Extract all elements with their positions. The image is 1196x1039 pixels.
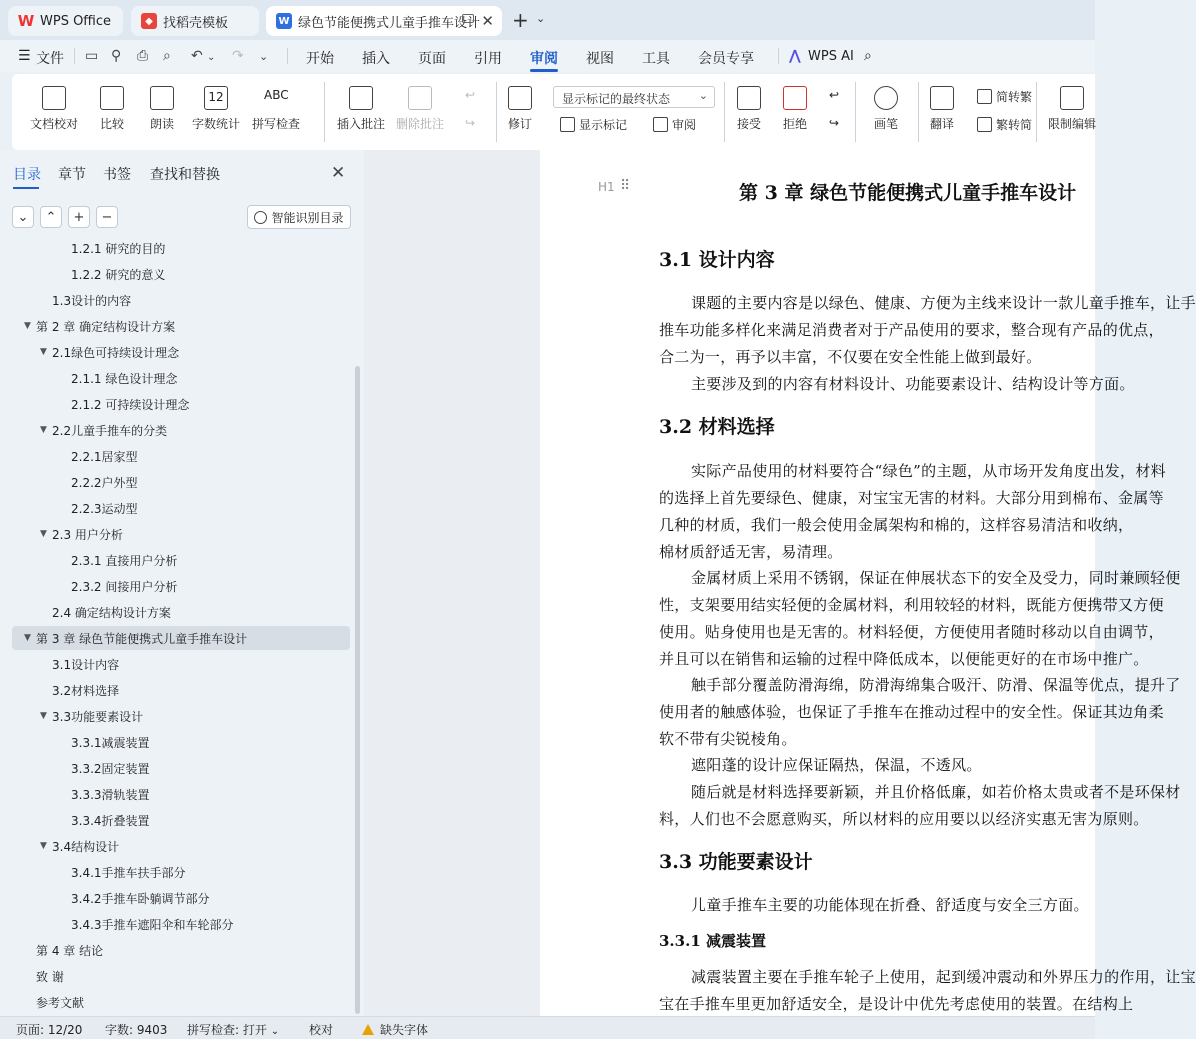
toc-item[interactable] — [0, 392, 350, 416]
new-tab-icon[interactable]: + — [512, 8, 529, 32]
toc-item-label: 3.3.2固定装置 — [71, 761, 150, 776]
toc-item-label: 2.1绿色可持续设计理念 — [52, 345, 180, 360]
read-aloud-label: 朗读 — [150, 117, 175, 131]
accept-icon — [737, 86, 761, 110]
simp-to-trad-icon — [977, 89, 992, 104]
simp-to-trad-button[interactable] — [977, 88, 1032, 105]
spell-check-button[interactable] — [252, 86, 300, 132]
compare-icon — [100, 86, 124, 110]
active-menu-underline — [530, 69, 558, 72]
insert-comment-icon — [349, 86, 373, 110]
restrict-editing-icon — [1060, 86, 1084, 110]
trad-to-simp-label: 繁转简 — [996, 118, 1033, 132]
active-pane-tab-underline — [13, 187, 39, 189]
pen-icon — [874, 86, 898, 110]
wps-logo-icon: W — [17, 12, 35, 30]
heading-3-2: 3.2 材料选择 — [659, 416, 775, 438]
heading-3-1: 3.1 设计内容 — [659, 249, 775, 271]
toc-item-label: 1.3设计的内容 — [52, 293, 132, 308]
smart-toc-label: 智能识别目录 — [271, 210, 344, 225]
toc-item-label: 2.1.2 可持续设计理念 — [71, 397, 190, 412]
reject-button[interactable] — [783, 86, 807, 132]
toc-item[interactable] — [0, 704, 350, 728]
print-preview-icon[interactable]: ⌕ — [163, 48, 171, 64]
review-pane-button[interactable] — [653, 116, 696, 133]
toc-item[interactable] — [0, 340, 350, 364]
tab-docer-templates[interactable] — [131, 6, 259, 36]
toc-item[interactable] — [0, 496, 350, 520]
toc-item-label: 2.2.2户外型 — [71, 475, 138, 490]
toc-item[interactable] — [0, 236, 350, 260]
paragraph-line: 触手部分覆盖防滑海绵，防滑海绵集合吸汗、防滑、保温等优点，提升了 — [691, 676, 1181, 694]
toc-item[interactable] — [0, 522, 350, 546]
paragraph-line: 减震装置主要在手推车轮子上使用，起到缓冲震动和外界压力的作用，让宝 — [691, 968, 1196, 986]
expand-arrow-icon[interactable]: ▼ — [40, 425, 47, 435]
toc-item[interactable] — [0, 990, 350, 1014]
close-tab-icon[interactable]: ✕ — [481, 12, 494, 30]
show-markup-button[interactable] — [560, 116, 627, 133]
page-indicator[interactable]: 页面: 12/20 — [16, 1023, 83, 1037]
paragraph-line: 的选择上首先要绿色、健康，对宝宝无害的材料。大部分用到棉布、金属等 — [659, 489, 1164, 507]
toc-item-label: 2.2.1居家型 — [71, 449, 138, 464]
toc-item-label: 致 谢 — [36, 969, 64, 984]
review-pane-label: 审阅 — [672, 118, 697, 132]
word-count-label: 字数统计 — [192, 117, 241, 131]
toc-item-label: 3.3.3滑轨装置 — [71, 787, 150, 802]
toc-item-label: 3.3.1减震装置 — [71, 735, 150, 750]
toc-item[interactable] — [0, 548, 350, 572]
read-aloud-button[interactable] — [150, 86, 174, 132]
next-comment-icon[interactable]: ↪ — [465, 116, 476, 130]
spell-check-status: 拼写检查: 打开 — [187, 1023, 267, 1037]
delete-comment-icon — [408, 86, 432, 110]
heading-3-3: 3.3 功能要素设计 — [659, 851, 813, 873]
read-aloud-icon — [150, 86, 174, 110]
toc-item[interactable] — [0, 782, 350, 806]
paragraph-line: 使用者的触感体验，也保证了手推车在推动过程中的安全性。保证其边角柔 — [659, 703, 1164, 721]
toc-item-label: 1.2.2 研究的意义 — [71, 267, 166, 282]
toc-item[interactable] — [0, 834, 350, 858]
menu-wps-ai[interactable]: WPS AI — [808, 49, 854, 64]
toc-item-label: 2.2.3运动型 — [71, 501, 138, 516]
prev-change-icon[interactable]: ↩ — [829, 88, 840, 102]
wps-ai-icon: ⋀ — [789, 48, 801, 64]
redo-icon[interactable]: ↷ — [232, 48, 244, 64]
restrict-editing-label: 限制编辑 — [1048, 117, 1097, 131]
paragraph-line: 几种的材质，我们一般会使用金属架构和棉的，这样容易清洁和收纳， — [659, 516, 1134, 534]
menu-references[interactable]: 引用 — [474, 51, 502, 67]
warning-icon — [362, 1024, 374, 1035]
toc-item[interactable] — [0, 366, 350, 390]
toc-item[interactable] — [0, 678, 350, 702]
toc-item-label: 3.4.1手推车扶手部分 — [71, 865, 186, 880]
word-count-icon: 12 — [204, 86, 228, 110]
menu-insert[interactable]: 插入 — [362, 51, 390, 67]
reject-icon — [783, 86, 807, 110]
delete-comment-button[interactable] — [396, 86, 444, 132]
paragraph-line: 性，支架要用结实轻便的金属材料，利用较轻的材料，既能方便携带又方便 — [659, 596, 1164, 614]
toc-scrollbar[interactable] — [355, 366, 360, 1014]
expand-arrow-icon[interactable]: ▼ — [40, 347, 47, 357]
track-changes-icon — [508, 86, 532, 110]
chevron-down-icon[interactable]: ⌄ — [536, 12, 546, 25]
status-bar — [0, 1016, 1095, 1039]
toc-item[interactable] — [0, 574, 350, 598]
toc-item-label: 2.4 确定结构设计方案 — [52, 605, 171, 620]
toc-item[interactable] — [0, 444, 350, 468]
toc-item-label: 第 2 章 确定结构设计方案 — [36, 319, 176, 334]
paragraph-line: 棉材质舒适无害，易清理。 — [659, 543, 843, 561]
smart-icon — [254, 211, 267, 224]
pen-button[interactable] — [874, 86, 898, 132]
toc-item[interactable] — [0, 470, 350, 494]
show-markup-label: 显示标记 — [579, 118, 628, 132]
toc-item[interactable] — [0, 886, 350, 910]
paragraph-line: 儿童手推车主要的功能体现在折叠、舒适度与安全三方面。 — [691, 896, 1089, 914]
simp-to-trad-label: 简转繁 — [996, 90, 1033, 104]
tab-label: 绿色节能便携式儿童手推车设计 — [298, 15, 481, 31]
heading-3-3-1: 3.3.1 减震装置 — [659, 932, 766, 950]
undo-icon[interactable]: ↶ — [191, 48, 203, 64]
menu-bar — [0, 40, 1095, 72]
toc-item[interactable] — [12, 626, 350, 650]
chevron-down-icon: ⌄ — [698, 89, 708, 102]
toc-item-label: 3.3功能要素设计 — [52, 709, 144, 724]
expand-arrow-icon[interactable]: ▼ — [24, 633, 31, 643]
toc-item-label: 参考文献 — [36, 995, 85, 1010]
save-icon[interactable]: ▭ — [85, 48, 99, 64]
insert-comment-label: 插入批注 — [337, 117, 386, 131]
toc-item-label: 2.2儿童手推车的分类 — [52, 423, 168, 438]
proofread-button[interactable] — [30, 86, 78, 132]
spell-check-label: 拼写检查 — [252, 117, 301, 131]
word-doc-icon: W — [276, 13, 292, 29]
prev-comment-icon[interactable]: ↩ — [465, 88, 476, 102]
tab-label: WPS Office — [40, 13, 112, 29]
toc-item[interactable] — [0, 756, 350, 780]
page-margin-area — [364, 150, 540, 1016]
missing-font-indicator[interactable] — [362, 1021, 428, 1038]
markup-mode-value: 显示标记的最终状态 — [562, 92, 671, 106]
paragraph-line: 推车功能多样化来满足消费者对于产品使用的要求，整合现有产品的优点， — [659, 321, 1164, 339]
paragraph-line: 遮阳蓬的设计应保证隔热，保温，不透风。 — [691, 756, 982, 774]
expand-arrow-icon[interactable]: ▼ — [40, 841, 47, 851]
toc-item[interactable] — [0, 600, 350, 624]
toc-item[interactable] — [0, 808, 350, 832]
menu-file[interactable]: 文件 — [36, 51, 64, 67]
navigation-pane — [0, 150, 364, 1016]
toc-item-label: 3.1设计内容 — [52, 657, 120, 672]
toc-item-label: 2.3 用户分析 — [52, 527, 123, 542]
toc-item-label: 2.1.1 绿色设计理念 — [71, 371, 178, 386]
menu-home[interactable]: 开始 — [306, 51, 334, 67]
proofread-icon — [42, 86, 66, 110]
add-heading-button[interactable]: + — [68, 206, 90, 228]
translate-icon — [930, 86, 954, 110]
close-pane-icon[interactable]: ✕ — [331, 163, 346, 183]
toc-list — [0, 238, 358, 1016]
tab-bar — [0, 0, 1095, 40]
markup-mode-select[interactable] — [553, 86, 715, 108]
paragraph-line: 随后就是材料选择要新颖，并且价格低廉，如若价格太贵或者不是环保材 — [691, 783, 1181, 801]
search-icon[interactable]: ⌕ — [864, 48, 872, 64]
paragraph-line: 宝在手推车里更加舒适安全，是设计中优先考虑使用的装置。在结构上 — [659, 995, 1134, 1013]
next-change-icon[interactable]: ↪ — [829, 116, 840, 130]
track-changes-button[interactable] — [508, 86, 532, 132]
toc-item-label: 3.4.2手推车卧躺调节部分 — [71, 891, 210, 906]
paragraph-line: 实际产品使用的材料要符合“绿色”的主题，从市场开发角度出发，材料 — [691, 462, 1166, 480]
paragraph-line: 料，人们也不会愿意购买，所以材料的应用要以以经济实惠无害为原则。 — [659, 810, 1149, 828]
toc-item-label: 3.2材料选择 — [52, 683, 120, 698]
reject-label: 拒绝 — [783, 117, 808, 131]
expand-arrow-icon[interactable]: ▼ — [24, 321, 31, 331]
insert-comment-button[interactable] — [337, 86, 385, 132]
docer-icon: ◆ — [141, 13, 157, 29]
tab-wps-office[interactable] — [8, 6, 123, 36]
toc-item[interactable] — [0, 938, 350, 962]
toc-item-label: 3.4结构设计 — [52, 839, 120, 854]
print-icon[interactable]: ⎙ — [137, 48, 149, 64]
toc-item[interactable] — [0, 418, 350, 442]
missing-font-label: 缺失字体 — [380, 1023, 429, 1037]
restrict-editing-button[interactable] — [1048, 86, 1096, 132]
word-count-button[interactable] — [192, 86, 240, 132]
toc-item[interactable] — [0, 964, 350, 988]
word-count-indicator[interactable]: 字数: 9403 — [105, 1023, 168, 1037]
menu-page[interactable]: 页面 — [418, 51, 446, 67]
show-markup-icon — [560, 117, 575, 132]
link-icon[interactable]: ⚲ — [111, 48, 122, 64]
toc-item-label: 3.4.3手推车遮阳伞和车轮部分 — [71, 917, 234, 932]
document-page — [540, 150, 1196, 1016]
toc-item[interactable] — [0, 730, 350, 754]
trad-to-simp-icon — [977, 117, 992, 132]
tab-current-document[interactable] — [266, 6, 502, 36]
tab-label: 找稻壳模板 — [163, 15, 229, 31]
compare-button[interactable] — [100, 86, 124, 132]
paragraph-line: 软不带有尖锐棱角。 — [659, 730, 797, 748]
proofread-indicator[interactable]: 校对 — [309, 1023, 334, 1037]
proofread-label: 文档校对 — [30, 117, 79, 131]
paragraph-line: 合二为一，再予以丰富，不仅要在安全性能上做到最好。 — [659, 348, 1042, 366]
toc-item[interactable] — [0, 288, 350, 312]
translate-button[interactable] — [930, 86, 954, 132]
toc-item-label: 第 3 章 绿色节能便携式儿童手推车设计 — [36, 631, 248, 646]
menu-review[interactable]: 审阅 — [530, 51, 558, 67]
chevron-down-icon: ⌄ — [270, 1026, 280, 1037]
translate-label: 翻译 — [930, 117, 955, 131]
toc-item-label: 2.3.1 直接用户分析 — [71, 553, 178, 568]
collapse-up-button[interactable]: ⌃ — [40, 206, 62, 228]
toc-item[interactable] — [0, 262, 350, 286]
pane-tab-toc[interactable]: 目录 — [13, 167, 41, 183]
chapter-title: 第 3 章 绿色节能便携式儿童手推车设计 — [739, 182, 1077, 204]
spell-check-indicator[interactable] — [187, 1021, 279, 1038]
hamburger-icon[interactable]: ☰ — [18, 48, 31, 64]
expand-arrow-icon[interactable]: ▼ — [40, 711, 47, 721]
expand-arrow-icon[interactable]: ▼ — [40, 529, 47, 539]
menu-membership[interactable]: 会员专享 — [698, 51, 754, 67]
pane-tab-bookmarks[interactable]: 书签 — [103, 167, 131, 183]
track-changes-label: 修订 — [508, 117, 533, 131]
collapse-down-button[interactable]: ⌄ — [12, 206, 34, 228]
heading-marker[interactable]: H1 — [598, 180, 615, 194]
more-chevron-icon[interactable]: ⌄ — [259, 50, 269, 63]
toc-item-label: 2.3.2 间接用户分析 — [71, 579, 178, 594]
review-pane-icon — [653, 117, 668, 132]
toc-item-label: 1.2.1 研究的目的 — [71, 241, 166, 256]
pane-tab-sections[interactable]: 章节 — [58, 167, 86, 183]
menu-view[interactable]: 视图 — [586, 51, 614, 67]
toc-item[interactable] — [0, 912, 350, 936]
smart-toc-button[interactable] — [247, 205, 351, 229]
menu-tools[interactable]: 工具 — [642, 51, 670, 67]
paragraph-line: 课题的主要内容是以绿色、健康、方便为主线来设计一款儿童手推车，让手 — [691, 294, 1196, 312]
trad-to-simp-button[interactable] — [977, 116, 1032, 133]
spell-check-icon: ABC — [264, 88, 289, 102]
toc-item[interactable] — [0, 314, 350, 338]
accept-label: 接受 — [737, 117, 762, 131]
pane-tab-find-replace[interactable]: 查找和替换 — [150, 167, 220, 183]
accept-button[interactable] — [737, 86, 761, 132]
paragraph-line: 主要涉及到的内容有材料设计、功能要素设计、结构设计等方面。 — [691, 375, 1135, 393]
monitor-icon[interactable] — [462, 14, 474, 23]
toc-item-label: 第 4 章 结论 — [36, 943, 104, 958]
paragraph-line: 金属材质上采用不锈钢，保证在伸展状态下的安全及受力，同时兼顾轻便 — [691, 569, 1181, 587]
toc-item[interactable] — [0, 652, 350, 676]
paragraph-line: 并且可以在销售和运输的过程中降低成本，以便能更好的在市场中推广。 — [659, 650, 1149, 668]
pen-label: 画笔 — [874, 117, 899, 131]
compare-label: 比较 — [100, 117, 125, 131]
remove-heading-button[interactable]: − — [96, 206, 118, 228]
paragraph-line: 使用。贴身使用也是无害的。材料轻便，方便使用者随时移动以自由调节， — [659, 623, 1164, 641]
toc-item[interactable] — [0, 860, 350, 884]
delete-comment-label: 删除批注 — [396, 117, 445, 131]
toc-item-label: 3.3.4折叠装置 — [71, 813, 150, 828]
drag-handle-icon[interactable]: ⠿ — [620, 178, 631, 194]
undo-dropdown-icon[interactable]: ⌄ — [207, 52, 216, 63]
